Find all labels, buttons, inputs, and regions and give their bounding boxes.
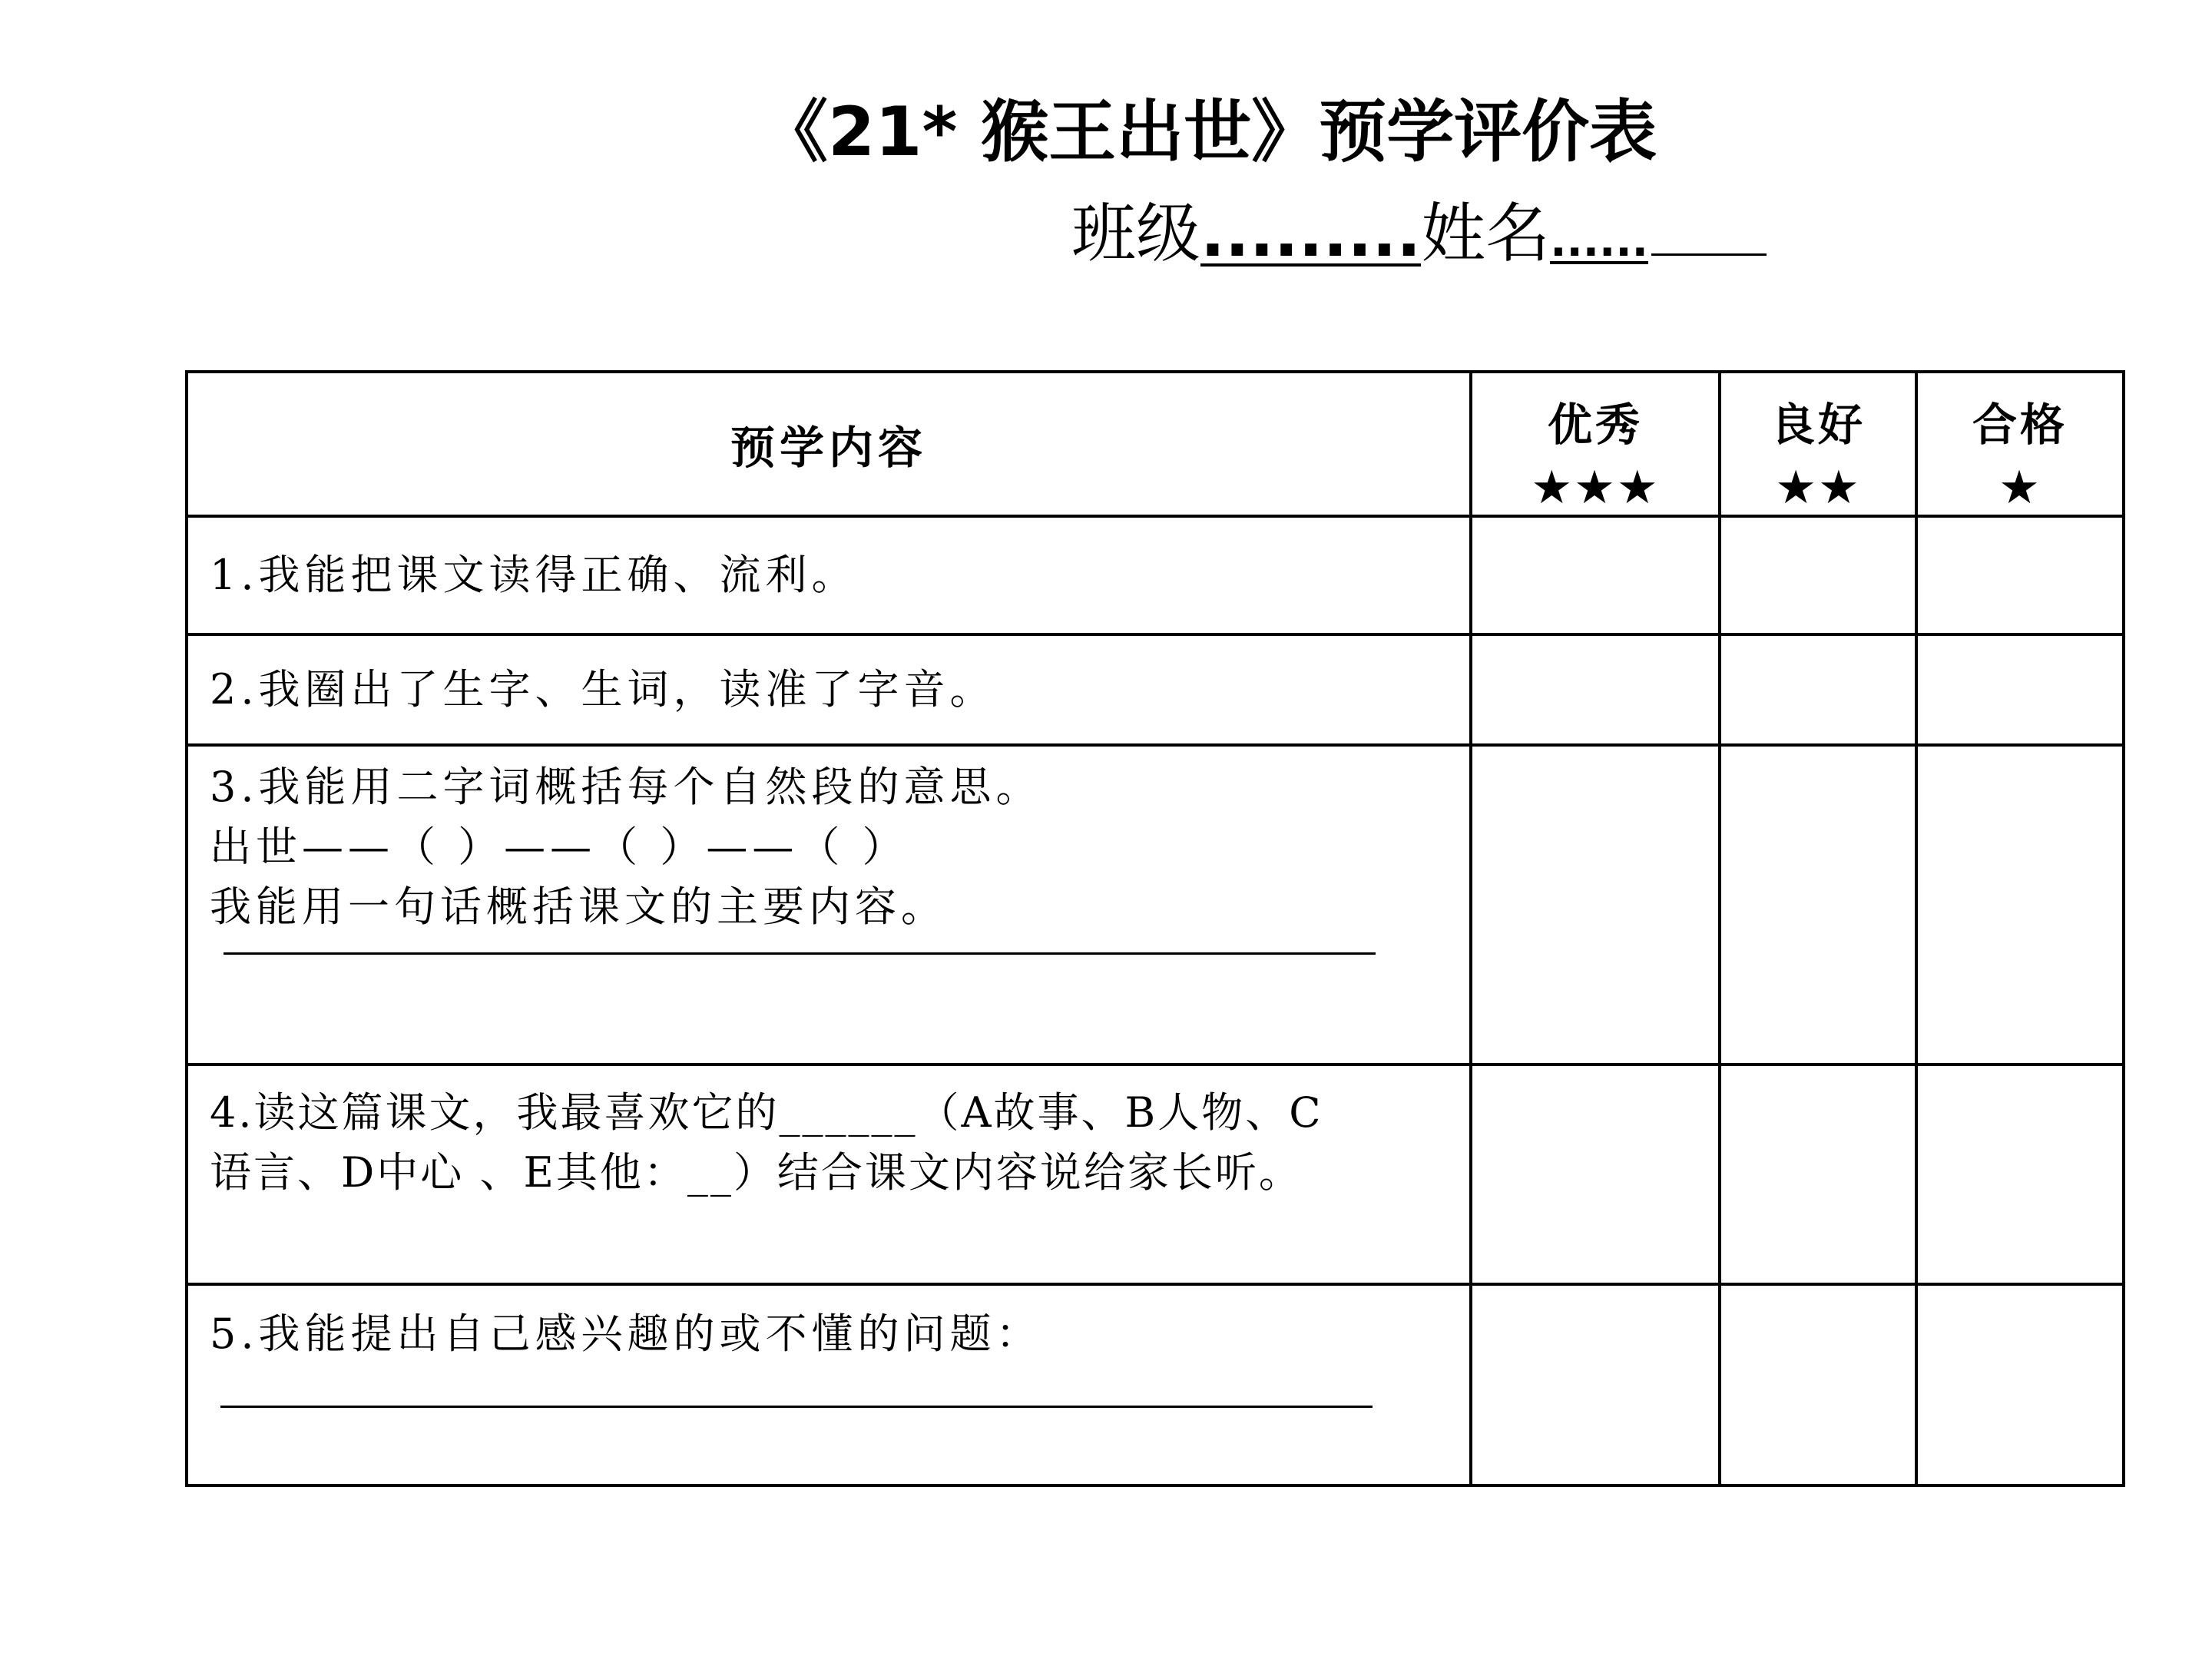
summary-answer-line[interactable]	[224, 952, 1376, 955]
item-4-line-1: 4.读这篇课文，我最喜欢它的______（A故事、B人物、C	[210, 1088, 1323, 1137]
rating-cell-pass-2[interactable]	[1916, 634, 2124, 745]
item-5-text: 5.我能提出自己感兴趣的或不懂的问题：	[210, 1310, 1042, 1358]
rating-cell-excellent-4[interactable]	[1471, 1065, 1720, 1284]
rating-cell-pass-5[interactable]	[1916, 1284, 2124, 1485]
rating-cell-pass-4[interactable]	[1916, 1065, 2124, 1284]
item-cell-5	[187, 1284, 1471, 1485]
class-blank[interactable]: .........	[1200, 196, 1422, 271]
rating-cell-excellent-2[interactable]	[1471, 634, 1720, 745]
item-cell-1	[187, 516, 1471, 634]
rating-cell-pass-1[interactable]	[1916, 516, 2124, 634]
name-blank[interactable]: ......	[1550, 217, 1648, 267]
rating-cell-good-2[interactable]	[1720, 634, 1916, 745]
rating-cell-good-3[interactable]	[1720, 745, 1916, 1065]
page-title: 《21* 猴王出世》预学评价表	[760, 92, 1657, 171]
excellent-label: 优秀	[1547, 399, 1643, 451]
good-stars: ★★	[1775, 461, 1861, 515]
rating-cell-pass-3[interactable]	[1916, 745, 2124, 1065]
item-cell-2	[187, 634, 1471, 745]
rating-cell-good-5[interactable]	[1720, 1284, 1916, 1485]
column-header-content: 预学内容	[187, 372, 1471, 516]
column-header-pass	[1916, 372, 2124, 516]
table-row	[187, 1065, 2124, 1284]
item-3-line-3: 我能用一句话概括课文的主要内容。	[210, 882, 947, 931]
name-label: 姓名	[1421, 196, 1551, 271]
table-row	[187, 745, 2124, 1065]
class-label: 班级	[1071, 196, 1201, 271]
column-header-excellent	[1471, 372, 1720, 516]
excellent-stars: ★★★	[1531, 461, 1660, 515]
name-blank-underline	[1651, 253, 1767, 256]
rating-cell-excellent-3[interactable]	[1471, 745, 1720, 1065]
item-3-line-1: 3.我能用二字词概括每个自然段的意思。	[210, 763, 1042, 811]
rating-cell-good-1[interactable]	[1720, 516, 1916, 634]
item-2-text: 2.我圈出了生字、生词，读准了字音。	[210, 665, 996, 714]
pass-stars: ★	[1998, 461, 2041, 515]
class-name-line	[1071, 196, 1767, 271]
good-label: 良好	[1770, 399, 1866, 451]
item-cell-4	[187, 1065, 1471, 1284]
table-row	[187, 516, 2124, 634]
question-answer-line[interactable]	[220, 1406, 1373, 1408]
rating-cell-excellent-1[interactable]	[1471, 516, 1720, 634]
table-header-row	[187, 372, 2124, 516]
pass-label: 合格	[1972, 399, 2068, 451]
column-header-good	[1720, 372, 1916, 516]
item-3-line-2: 出世——（ ）——（ ）——（ ）	[210, 823, 909, 871]
table-row	[187, 1284, 2124, 1485]
item-cell-3	[187, 745, 1471, 1065]
evaluation-table	[185, 370, 2125, 1487]
item-1-text: 1.我能把课文读得正确、流利。	[210, 551, 858, 599]
table-row	[187, 634, 2124, 745]
rating-cell-good-4[interactable]	[1720, 1065, 1916, 1284]
rating-cell-excellent-5[interactable]	[1471, 1284, 1720, 1485]
item-4-line-2: 语言、D中心 、E其他：__）结合课文内容说给家长听。	[210, 1148, 1303, 1197]
